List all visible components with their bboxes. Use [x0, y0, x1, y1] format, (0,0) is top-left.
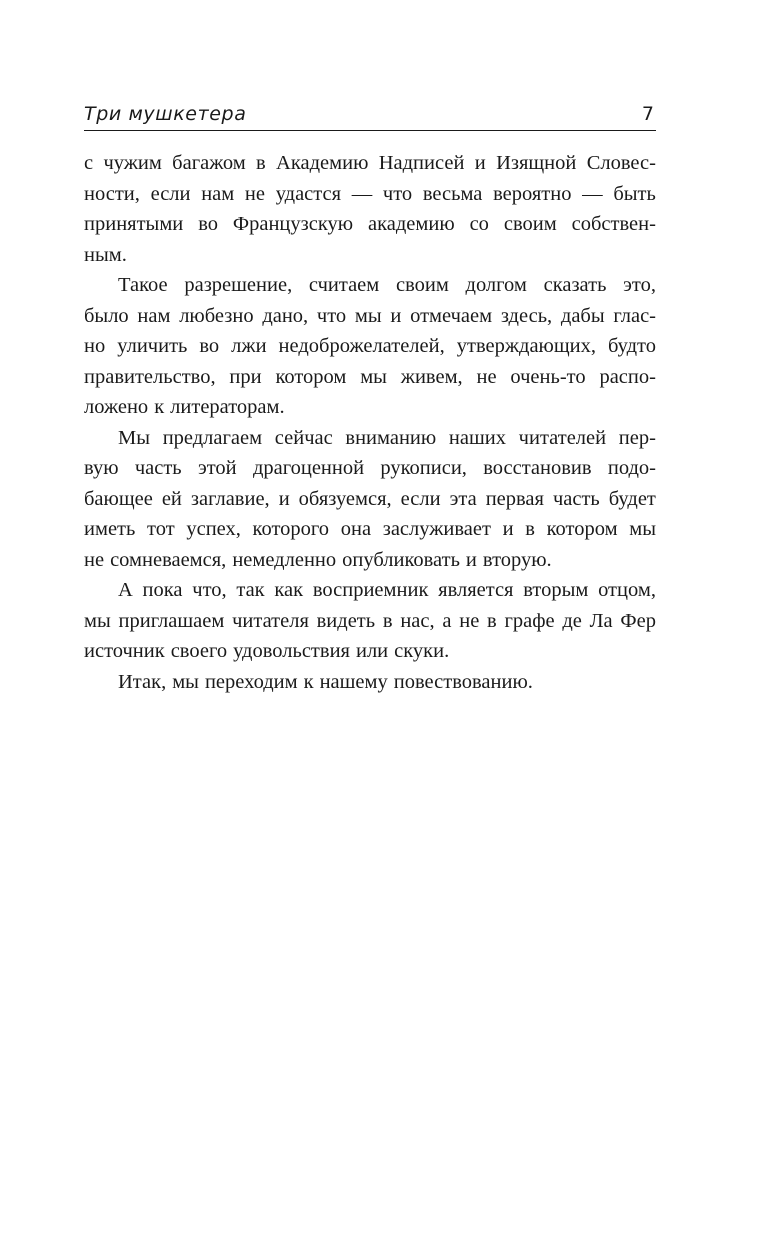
word: сейчас [274, 426, 333, 449]
text-line [84, 240, 656, 271]
word: при [229, 365, 262, 388]
word: весьма [422, 182, 483, 205]
word: будто [608, 335, 656, 357]
word: не [476, 365, 497, 388]
word: повествованию. [393, 670, 533, 693]
word: часть [134, 457, 182, 479]
word: с [84, 152, 94, 174]
word: Надписей [378, 152, 465, 174]
word: академию [368, 213, 455, 235]
word: первая [485, 487, 544, 510]
word: видеть [316, 609, 376, 632]
word: Фер [620, 609, 656, 632]
word: Изящной [496, 152, 577, 174]
word: принятыми [84, 213, 184, 235]
running-title: Три мушкетера [84, 103, 247, 125]
word: мы [354, 304, 382, 327]
word: к [303, 670, 314, 693]
word: мы [84, 609, 111, 632]
word: заглавие, [190, 487, 270, 510]
text-line [84, 636, 656, 667]
word: ности, [84, 182, 140, 205]
text-line [84, 575, 656, 606]
word: не [459, 609, 480, 632]
word: восстановив [483, 457, 592, 479]
word: и [465, 548, 477, 571]
word: уличить [117, 335, 188, 357]
word: вероятно [493, 182, 572, 205]
word: Итак, [118, 670, 167, 693]
text-line [84, 606, 656, 637]
word: своего [170, 640, 228, 662]
word: здесь, [500, 304, 553, 327]
word: быть [613, 182, 656, 205]
word: правительство, [84, 365, 216, 388]
text-line [84, 362, 656, 393]
word: дано, [262, 304, 309, 327]
word: мы [360, 365, 387, 388]
body-text [84, 148, 656, 697]
word: во [199, 335, 220, 357]
running-header [84, 102, 656, 131]
word: и [474, 152, 486, 174]
word: что [382, 182, 413, 205]
word: приглашаем [118, 609, 225, 632]
word: считаем [308, 274, 380, 296]
word: часть [552, 487, 600, 510]
text-line [84, 148, 656, 179]
text-line [84, 484, 656, 515]
word: долгом [465, 274, 527, 296]
text-line [84, 514, 656, 545]
word: графе [504, 609, 555, 632]
paragraph [84, 270, 656, 423]
word: котором [275, 365, 347, 388]
word: ным. [84, 243, 127, 266]
word: багажом [172, 152, 246, 174]
text-line [84, 209, 656, 240]
word: которого [252, 518, 330, 540]
word: рукописи, [380, 457, 467, 479]
word: скуки. [394, 640, 450, 662]
word: наших [448, 426, 506, 449]
page-number: 7 [641, 103, 654, 125]
word: а [442, 609, 452, 632]
word: восприемник [312, 579, 429, 601]
word: недоброжелателей, [278, 335, 445, 357]
word: своим [395, 274, 449, 296]
word: дабы [560, 304, 605, 327]
word: будет [608, 487, 656, 510]
word: живем, [400, 365, 463, 388]
word: Словес- [586, 152, 656, 174]
word: пер- [618, 426, 656, 449]
word: читателей [518, 426, 607, 449]
word: было [84, 304, 129, 327]
word: это, [623, 274, 656, 296]
word: отмечаем [410, 304, 493, 327]
word: драгоценной [252, 457, 365, 479]
word: иметь [84, 518, 136, 540]
word: бающее [84, 487, 153, 510]
word: Мы [118, 426, 151, 449]
paragraph [84, 423, 656, 576]
text-line [84, 545, 656, 576]
word: сказать [543, 274, 607, 296]
word: подо- [607, 457, 656, 479]
text-line [84, 667, 656, 698]
paragraph [84, 148, 656, 270]
word: предлагаем [162, 426, 263, 449]
word: обязуемся, [298, 487, 392, 510]
word: своим [503, 213, 557, 235]
word: в [525, 518, 535, 540]
text-line [84, 331, 656, 362]
word: если [400, 487, 441, 510]
word: глас- [613, 304, 656, 327]
word: в [487, 609, 497, 632]
word: в [256, 152, 266, 174]
text-line [84, 270, 656, 301]
text-line [84, 423, 656, 454]
word: котором [546, 518, 618, 540]
word: к [154, 396, 165, 418]
text-line [84, 179, 656, 210]
word: эта [449, 487, 477, 510]
word: чужим [103, 152, 162, 174]
word: в [382, 609, 393, 632]
text-line [84, 453, 656, 484]
word: де [562, 609, 582, 632]
word: вниманию [345, 426, 437, 449]
word: ложено [84, 396, 149, 418]
word: успех, [186, 518, 241, 540]
word: как [274, 579, 304, 601]
word: и [278, 487, 290, 510]
word: она [340, 518, 372, 540]
word: или [355, 640, 389, 662]
word: Французскую [232, 213, 354, 235]
word: если [150, 182, 191, 205]
word: вторую. [482, 548, 552, 571]
word: что [316, 304, 347, 327]
text-line [84, 392, 656, 423]
word: пока [142, 579, 183, 601]
word: не [244, 182, 265, 205]
word: Ла [589, 609, 613, 632]
word: сомневаемся, [110, 548, 227, 571]
word: вторым [523, 579, 589, 601]
word: этой [197, 457, 237, 479]
paragraph [84, 667, 656, 698]
word: опубликовать [342, 548, 460, 571]
word: разрешение, [184, 274, 293, 296]
word: ей [161, 487, 182, 510]
word: но [84, 335, 106, 357]
word: — [582, 182, 603, 205]
word: собствен- [571, 213, 656, 235]
word: нас, [400, 609, 435, 632]
word: вую [84, 457, 119, 479]
word: немедленно [232, 548, 337, 571]
word: Академию [276, 152, 369, 174]
word: мы [629, 518, 656, 540]
word: заслуживает [382, 518, 491, 540]
word: нам [137, 304, 171, 327]
word: нам [201, 182, 235, 205]
word: Такое [118, 274, 168, 296]
word: отцом, [598, 579, 656, 601]
word: что, [192, 579, 227, 601]
word: удовольствия [233, 640, 350, 662]
word: тот [147, 518, 175, 540]
word: так [236, 579, 265, 601]
word: источник [84, 640, 165, 662]
text-line [84, 301, 656, 332]
word: читателя [232, 609, 309, 632]
word: А [118, 579, 133, 601]
word: со [469, 213, 489, 235]
word: — [351, 182, 373, 205]
word: литераторам. [170, 396, 285, 418]
word: распо- [599, 365, 656, 388]
word: является [438, 579, 514, 601]
word: нашему [319, 670, 388, 693]
word: удастся [275, 182, 342, 205]
word: очень-то [510, 365, 586, 388]
word: переходим [204, 670, 298, 693]
word: во [198, 213, 218, 235]
word: не [84, 548, 105, 571]
word: и [390, 304, 402, 327]
word: лжи [231, 335, 267, 357]
word: мы [172, 670, 199, 693]
word: утверждающих, [456, 335, 596, 357]
word: и [502, 518, 514, 540]
paragraph [84, 575, 656, 667]
word: любезно [179, 304, 254, 327]
